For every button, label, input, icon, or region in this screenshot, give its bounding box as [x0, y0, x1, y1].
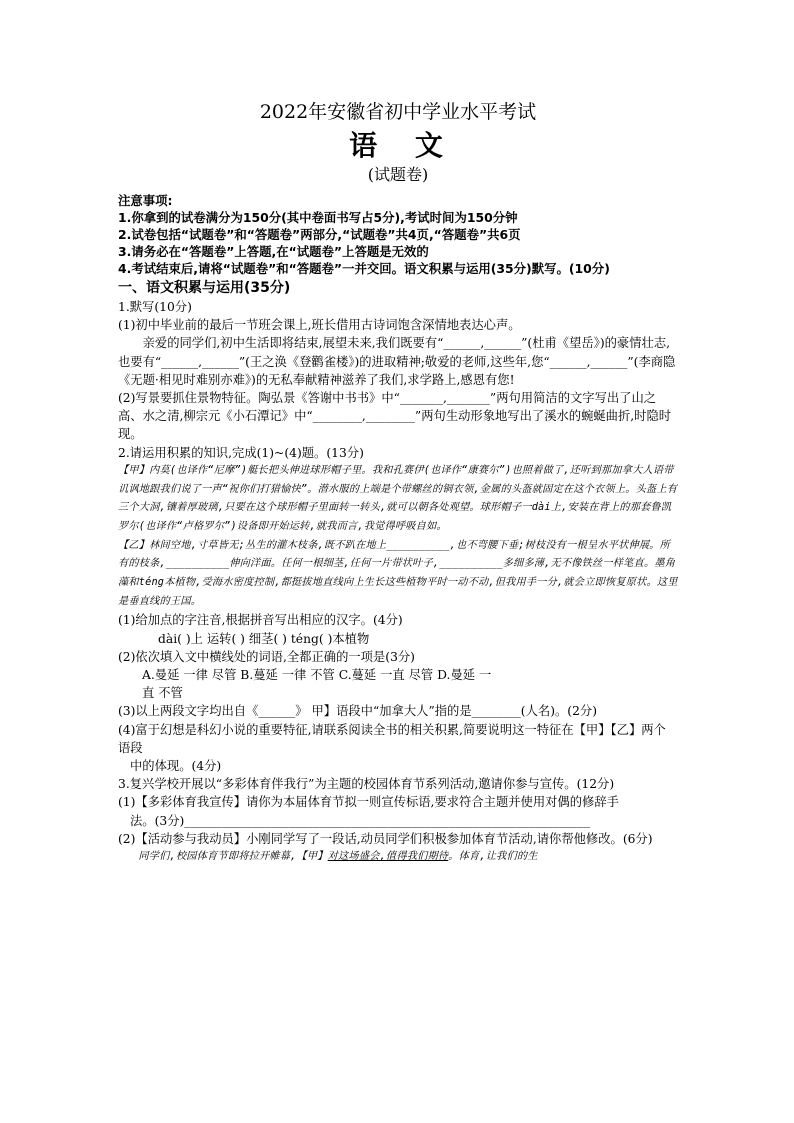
section-heading: 一、语文积累与运用(35分) [118, 280, 291, 296]
q1-part1-intro: (1)初中毕业前的最后一节班会课上,班长借用古诗词饱含深情地表达心声。 [118, 318, 521, 333]
passage-yi: 【乙】林间空地,寸草皆无;丛生的灌木枝条,既不趴在地上__________,也不弯腰下垂;树枝没有一根呈水平状伸展。所有的枝条,__________伸向洋面。任何一根细茎,任何一片带状叶子,__________多细多薄,无不像铁丝一样笔直。墨角藻和téng本植物,受海水密度控制,都挺拔地直线向上生长这些植物平时一动不动,但我用手一分,就会立即恢复原状。这里是垂直线的王国。 [118, 539, 678, 607]
q3-sub1-cont: 法。(3分)__________________________________________________________________ [130, 813, 591, 828]
q2-sub2: (2)依次填入文中横线处的词语,全都正确的一项是(3分) [118, 649, 415, 664]
q3-passage-underlined: 对这场盛会,值得我们期待 [327, 851, 449, 863]
q2-sub4: (4)富于幻想是科幻小说的重要特征,请联系阅读全书的相关积累,简要说明这一特征在【甲】【乙】两个语段 [118, 722, 666, 755]
paper-label: (试题卷) [367, 165, 429, 184]
q2-options-line2: 直 不管 [142, 686, 183, 701]
q2-options-line1: A.曼延 一律 尽管 B.蔓延 一律 不管 C.蔓延 一直 尽管 D.曼延 一 [142, 668, 492, 683]
passage-jia: 【甲】内莫(也译作“尼摩”)艇长把头伸进球形帽子里。我和孔赛伊(也译作“康赛尔”)也照着做了,还听到那加拿大人语带讥讽地跟我们说了一声“祝你们打猎愉快”。潜水服的上端是个带螺丝的铜衣领,金属的头盔就固定在这个衣领上。头盔上有三个大洞,镶着厚玻璃,只要在这个球形帽子里面转一转头,就可以朝各处观望。球形帽子一dài上,安装在背上的那套鲁凯罗尔(也译作“卢格罗尔”)设备即开始运转,就我而言,我觉得呼吸自如。 [118, 464, 678, 532]
subject-title: 语 文 [349, 129, 457, 162]
q3-passage [118, 848, 678, 867]
q2-sub4-cont: 中的体现。(4分) [130, 759, 222, 774]
q1-title: 1.默写(10分) [118, 300, 192, 314]
exam-page [118, 100, 678, 867]
q2-sub3: (3)以上两段文字均出自《______》 甲】语段中“加拿大人”指的是________(人名)。(2分) [118, 704, 598, 719]
notes-item: 3.请务必在“答题卷”上答题,在“试题卷”上答题是无效的 [118, 244, 429, 259]
notes-block [118, 192, 678, 277]
notes-item: 4.考试结束后,请将“试题卷”和“答题卷”一并交回。语文积累与运用(35分)默写。(10分) [118, 261, 610, 276]
q3-sub1: (1)【多彩体育我宣传】请你为本届体育节拟一则宣传标语,要求符合主题并使用对偶的修辞手 [118, 795, 619, 810]
notes-heading: 注意事项: [118, 193, 173, 208]
exam-title: 2022年安徽省初中学业水平考试 [259, 101, 537, 123]
q2-title: 2.请运用积累的知识,完成(1)~(4)题。(13分) [118, 445, 364, 460]
notes-item: 1.你拿到的试卷满分为150分(其中卷面书写占5分),考试时间为150分钟 [118, 210, 518, 225]
notes-item: 2.试卷包括“试题卷”和“答题卷”两部分,“试题卷”共4页,“答题卷”共6页 [118, 227, 521, 242]
q2-sub1: (1)给加点的字注音,根据拼音写出相应的汉字。(4分) [118, 613, 403, 628]
q3-sub2: (2)【活动参与我动员】小刚同学写了一段话,动员同学们积极参加体育节活动,请你帮他修改。(6分) [118, 831, 653, 846]
q1-part1-text: 亲爱的同学们,初中生活即将结束,展望未来,我们既要有“______,______”(杜甫《望岳》)的豪情壮志,也要有“______,______”(王之涣《登鹳雀楼》)的进取精神;敬爱的老师,这些年,您“______,______”(李商隐《无题·相见时难别亦难》)的无私奉献精神滋养了我们,求学路上,感恩有您! [118, 336, 676, 387]
q3-passage-start: 同学们,校园体育节即将拉开帷幕,【甲】 [138, 851, 328, 863]
q2-pinyin-line: dài( )上 运转( ) 细茎( ) téng( )本植物 [158, 631, 370, 646]
q3-passage-end: 。体育,让我们的生 [448, 851, 538, 863]
q3-title: 3.复兴学校开展以“多彩体育伴我行”为主题的校园体育节系列活动,邀请你参与宣传。(12分) [118, 777, 615, 792]
q1-part2-text: (2)写景要抓住景物特征。陶弘景《答谢中书书》中“_______,_______”两句用简洁的文字写出了山之高、水之清,柳宗元《小石潭记》中“________,________”两句生动形象地写出了溪水的蜿蜒曲折,时隐时现。 [118, 391, 672, 442]
